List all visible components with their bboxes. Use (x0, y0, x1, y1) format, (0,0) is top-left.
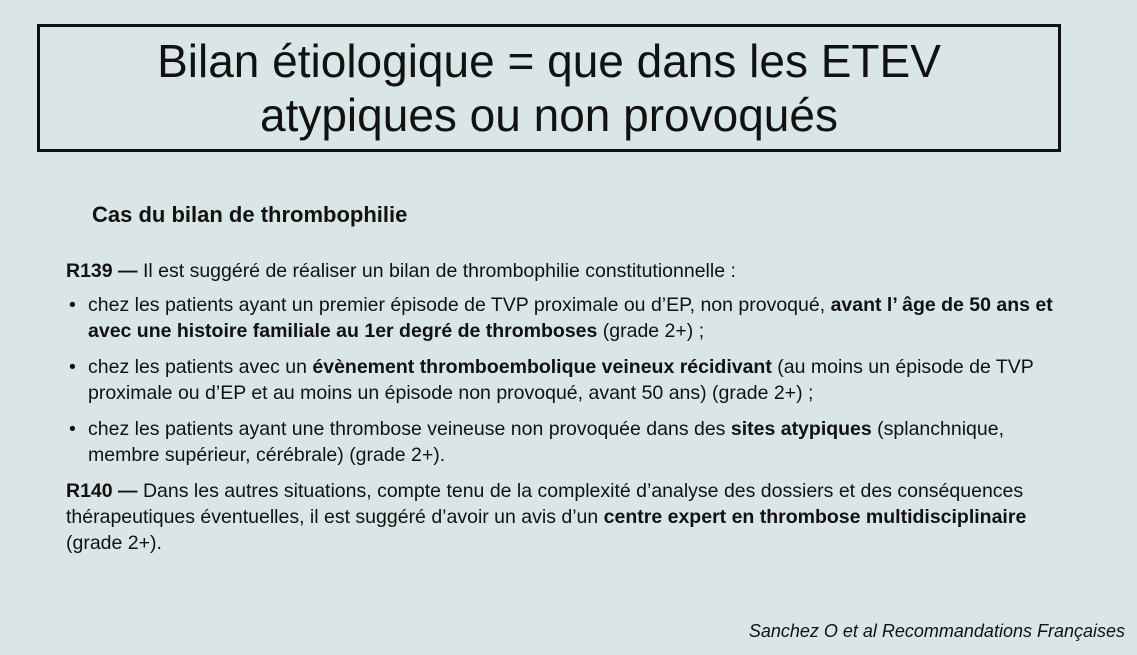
bullet-1-end: (grade 2+) ; (597, 320, 705, 342)
r140-label: R140 — (66, 480, 138, 502)
bullet-item-2 (66, 354, 1066, 406)
r140-bold: centre expert en thrombose multidisciplinaire (603, 506, 1027, 528)
r139-label: R139 — (66, 260, 138, 282)
r140-end: (grade 2+). (66, 532, 162, 554)
r140-text: Dans les autres situations, compte tenu de la complexité d’analyse des dossiers et des conséquences thérapeutiques éventuelles, il est suggéré d’avoir un avis d’un (66, 480, 1024, 528)
slide-title-line-2: atypiques ou non provoqués (259, 89, 838, 141)
bullet-3-text: chez les patients ayant une thrombose veineuse non provoquée dans des (88, 418, 731, 440)
recommendations-body (66, 258, 1066, 556)
recommendation-r140 (66, 478, 1066, 556)
bullet-2-text: chez les patients avec un (88, 356, 313, 378)
bullet-3-bold: sites atypiques (730, 418, 872, 440)
citation-footer: Sanchez O et al Recommandations Françaises (748, 621, 1125, 641)
slide-title (157, 34, 941, 142)
bullet-item-1 (66, 292, 1066, 344)
recommendation-r139 (66, 258, 1066, 284)
title-box (37, 24, 1061, 152)
r139-bullet-list (66, 292, 1066, 468)
r139-text: Il est suggéré de réaliser un bilan de thrombophilie constitutionnelle : (137, 260, 736, 282)
slide-title-line-1: Bilan étiologique = que dans les ETEV (157, 35, 941, 87)
bullet-item-3 (66, 416, 1066, 468)
bullet-1-text: chez les patients ayant un premier épisode de TVP proximale ou d’EP, non provoqué, (88, 294, 831, 316)
bullet-2-bold: évènement thromboembolique veineux récidivant (312, 356, 772, 378)
bullet-2-end: (au moins un épisode de TVP proximale ou d’EP et au moins un épisode non provoqué, avant 50 ans) (grade 2+) ; (88, 356, 1034, 404)
bullet-1-bold: avant l’ âge de 50 ans et avec une histoire familiale au 1er degré de thromboses (88, 294, 1053, 342)
bullet-3-end: (splanchnique, membre supérieur, cérébrale) (grade 2+). (88, 418, 1005, 466)
section-subtitle: Cas du bilan de thrombophilie (92, 202, 408, 227)
